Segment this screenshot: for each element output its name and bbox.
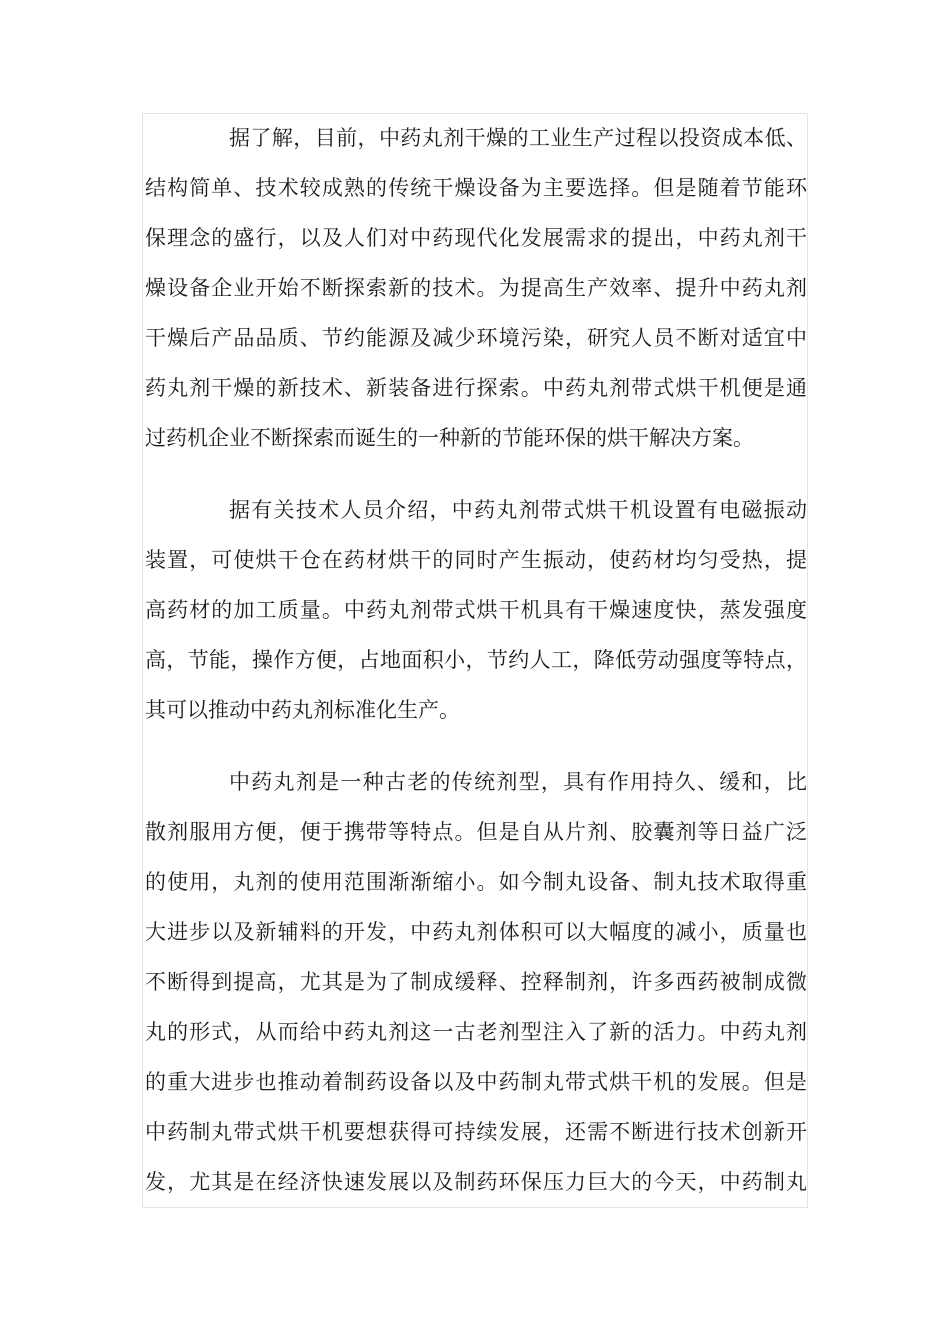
text-line: 燥设备企业开始不断探索新的技术。为提高生产效率、提升中药丸剂 xyxy=(145,276,807,300)
text-line: 干燥后产品品质、节约能源及减少环境污染，研究人员不断对适宜中 xyxy=(145,326,807,350)
text-line: 高药材的加工质量。中药丸剂带式烘干机具有干燥速度快，蒸发强度 xyxy=(145,598,807,622)
document-body xyxy=(145,113,807,1207)
paragraph-spacer xyxy=(145,463,807,485)
paragraph-2 xyxy=(145,485,807,735)
paragraph-1 xyxy=(145,113,807,463)
text-line: 大进步以及新辅料的开发，中药丸剂体积可以大幅度的减小，质量也 xyxy=(145,920,807,944)
paragraph-spacer xyxy=(145,735,807,757)
text-line: 的重大进步也推动着制药设备以及中药制丸带式烘干机的发展。但是 xyxy=(145,1070,807,1094)
text-line: 丸的形式，从而给中药丸剂这一古老剂型注入了新的活力。中药丸剂 xyxy=(145,1020,807,1044)
text-line: 中药丸剂是一种古老的传统剂型，具有作用持久、缓和，比 xyxy=(229,770,807,794)
text-line: 据有关技术人员介绍，中药丸剂带式烘干机设置有电磁振动 xyxy=(229,498,807,522)
text-line: 不断得到提高，尤其是为了制成缓释、控释制剂，许多西药被制成微 xyxy=(145,970,807,994)
text-line: 其可以推动中药丸剂标准化生产。 xyxy=(145,698,460,722)
text-line: 中药制丸带式烘干机要想获得可持续发展，还需不断进行技术创新开 xyxy=(145,1120,807,1144)
text-line: 保理念的盛行，以及人们对中药现代化发展需求的提出，中药丸剂干 xyxy=(145,226,807,250)
text-line: 发，尤其是在经济快速发展以及制药环保压力巨大的今天，中药制丸 xyxy=(145,1170,807,1194)
text-line: 装置，可使烘干仓在药材烘干的同时产生振动，使药材均匀受热，提 xyxy=(145,548,807,572)
paragraph-3 xyxy=(145,757,807,1207)
text-line: 过药机企业不断探索而诞生的一种新的节能环保的烘干解决方案。 xyxy=(145,426,754,450)
text-line: 药丸剂干燥的新技术、新装备进行探索。中药丸剂带式烘干机便是通 xyxy=(145,376,807,400)
text-line: 散剂服用方便，便于携带等特点。但是自从片剂、胶囊剂等日益广泛 xyxy=(145,820,807,844)
text-line: 高，节能，操作方便，占地面积小，节约人工，降低劳动强度等特点， xyxy=(145,648,807,672)
text-line: 的使用，丸剂的使用范围渐渐缩小。如今制丸设备、制丸技术取得重 xyxy=(145,870,807,894)
text-line: 结构简单、技术较成熟的传统干燥设备为主要选择。但是随着节能环 xyxy=(145,176,807,200)
text-line: 据了解，目前，中药丸剂干燥的工业生产过程以投资成本低、 xyxy=(229,126,807,150)
